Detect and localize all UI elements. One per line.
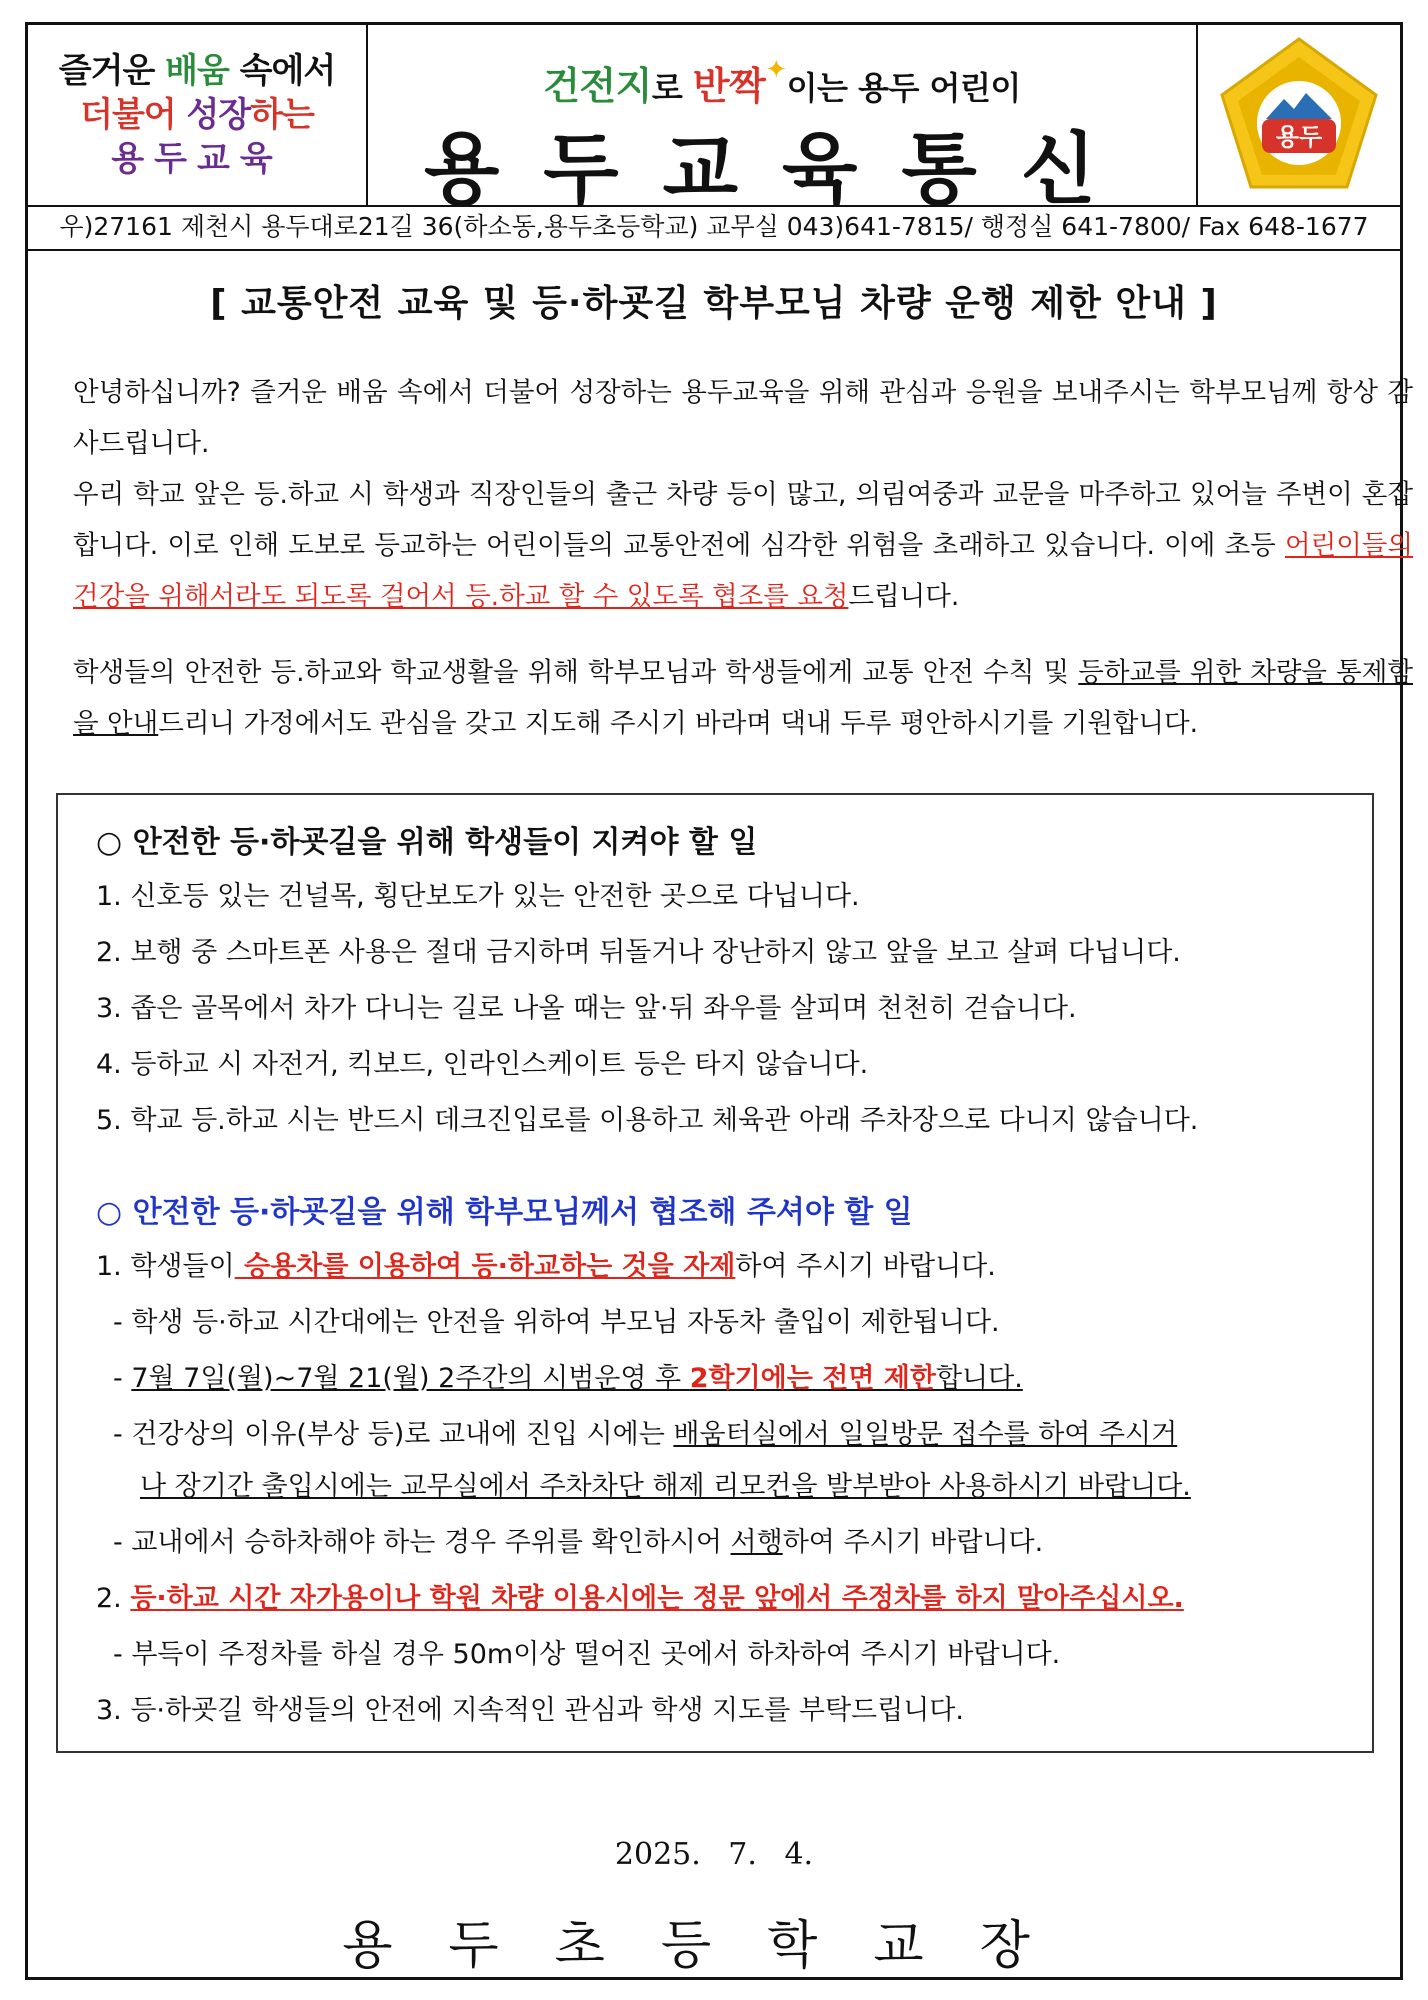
parent-rule-item-2: 2. 등·하교 시간 자가용이나 학원 차량 이용시에는 정문 앞에서 주정차를 하지 말아주십시오.: [96, 1583, 1184, 1614]
slogan-line-2: 더불어 성장하는: [80, 95, 314, 135]
slogan-line-1: 즐거운 배움 속에서: [58, 51, 336, 91]
greeting-paragraph: 안녕하십니까? 즐거운 배움 속에서 더불어 성장하는 용두교육을 위해 관심과 응원을 보내주시는 학부모님께 항상 감사드립니다.: [73, 377, 1413, 459]
newsletter-header: [28, 25, 1400, 215]
slogan-line-3: 용두교육: [111, 139, 283, 179]
vehicle-control-highlight: 등하교를 위한 차량을 통제함을 안내: [73, 657, 1413, 739]
title-box: [368, 25, 1198, 215]
parents-heading: ○ 안전한 등·하굣길을 위해 학부모님께서 협조해 주셔야 할 일: [96, 1195, 913, 1230]
student-rule-item: 1. 신호등 있는 건널목, 횡단보도가 있는 안전한 곳으로 다닙니다.: [96, 881, 860, 912]
document-frame: [25, 22, 1413, 1980]
parent-rule-item-1: 1. 학생들이 승용차를 이용하여 등·하교하는 것을 자제하여 주시기 바랍니다.: [96, 1251, 996, 1282]
student-rule-item: 5. 학교 등.하교 시는 반드시 데크진입로를 이용하고 체육관 아래 주차장으로 다니지 않습니다.: [96, 1105, 1199, 1136]
school-emblem-icon: [1214, 35, 1384, 195]
request-highlight: 어린이들의 건강을 위해서라도 되도록 걸어서 등.하교 할 수 있도록 협조를 요청: [73, 530, 1413, 612]
students-heading: ○ 안전한 등·하굣길을 위해 학생들이 지켜야 할 일: [96, 825, 758, 860]
situation-paragraph: 우리 학교 앞은 등.하교 시 학생과 직장인들의 출근 차량 등이 많고, 의림여중과 교문을 마주하고 있어늘 주변이 혼잡합니다. 이로 인해 도보로 등교하는 어린이들의 교통안전에 심각한 위험을 초래하고 있습니다. 이에 초등 어린이들의 건강을 위해서라도 되도록 걸어서 등.하교 할 수 있도록 협조를 요청드립니다.: [73, 479, 1413, 612]
emblem-text: 용두: [1275, 123, 1323, 151]
parent-rule-item-3: 3. 등·하굣길 학생들의 안전에 지속적인 관심과 학생 지도를 부탁드립니다.: [96, 1695, 964, 1726]
signer: 용두초등학교장: [342, 1916, 1086, 1976]
guidance-paragraph: 학생들의 안전한 등.하교와 학교생활을 위해 학부모님과 학생들에게 교통 안전 수칙 및 등하교를 위한 차량을 통제함을 안내드리니 가정에서도 관심을 갖고 지도해 주시기 바라며 댁내 두루 평안하시기를 기원합니다.: [73, 657, 1413, 739]
parent-sub-item: - 교내에서 승하차해야 하는 경우 주위를 확인하시어 서행하여 주시기 바랍니다.: [113, 1527, 1044, 1558]
newsletter-subtitle: 건전지로 반짝✦이는 용두 어린이: [543, 55, 1021, 108]
parent-sub-item-continued: 나 장기간 출입시에는 교무실에서 주차차단 해제 리모컨을 발부받아 사용하시기 바랍니다.: [140, 1471, 1191, 1502]
sparkle-icon: ✦: [765, 55, 787, 85]
parent-sub-item: - 건강상의 이유(부상 등)로 교내에 진입 시에는 배움터실에서 일일방문 접수를 하여 주시거: [113, 1419, 1178, 1450]
document-title: [ 교통안전 교육 및 등·하굣길 학부모님 차량 운행 제한 안내 ]: [210, 283, 1218, 324]
parent-sub-item: - 부득이 주정차를 하실 경우 50m이상 떨어진 곳에서 하차하여 주시기 바랍니다.: [113, 1639, 1061, 1670]
parent-sub-item: - 학생 등·하교 시간대에는 안전을 위하여 부모님 자동차 출입이 제한됩니다.: [113, 1307, 1000, 1338]
school-emblem-box: [1198, 25, 1400, 205]
parent-sub-item: - 7월 7일(월)~7월 21(월) 2주간의 시범운영 후 2학기에는 전면 제한합니다.: [113, 1363, 1023, 1394]
school-address: 우)27161 제천시 용두대로21길 36(하소동,용두초등학교) 교무실 043)641-7815/ 행정실 641-7800/ Fax 648-1677: [28, 205, 1400, 251]
student-rule-item: 3. 좁은 골목에서 차가 다니는 길로 나올 때는 앞·뒤 좌우를 살피며 천천히 걷습니다.: [96, 993, 1077, 1024]
student-rule-item: 4. 등하교 시 자전거, 킥보드, 인라인스케이트 등은 타지 않습니다.: [96, 1049, 869, 1080]
student-rule-item: 2. 보행 중 스마트폰 사용은 절대 금지하며 뒤돌거나 장난하지 않고 앞을 보고 살펴 다닙니다.: [96, 937, 1181, 968]
slogan-box: [28, 25, 368, 205]
newsletter-title: 용두교육통신: [423, 125, 1141, 215]
rules-box: [56, 793, 1374, 1753]
issue-date: 2025. 7. 4.: [614, 1837, 814, 1872]
